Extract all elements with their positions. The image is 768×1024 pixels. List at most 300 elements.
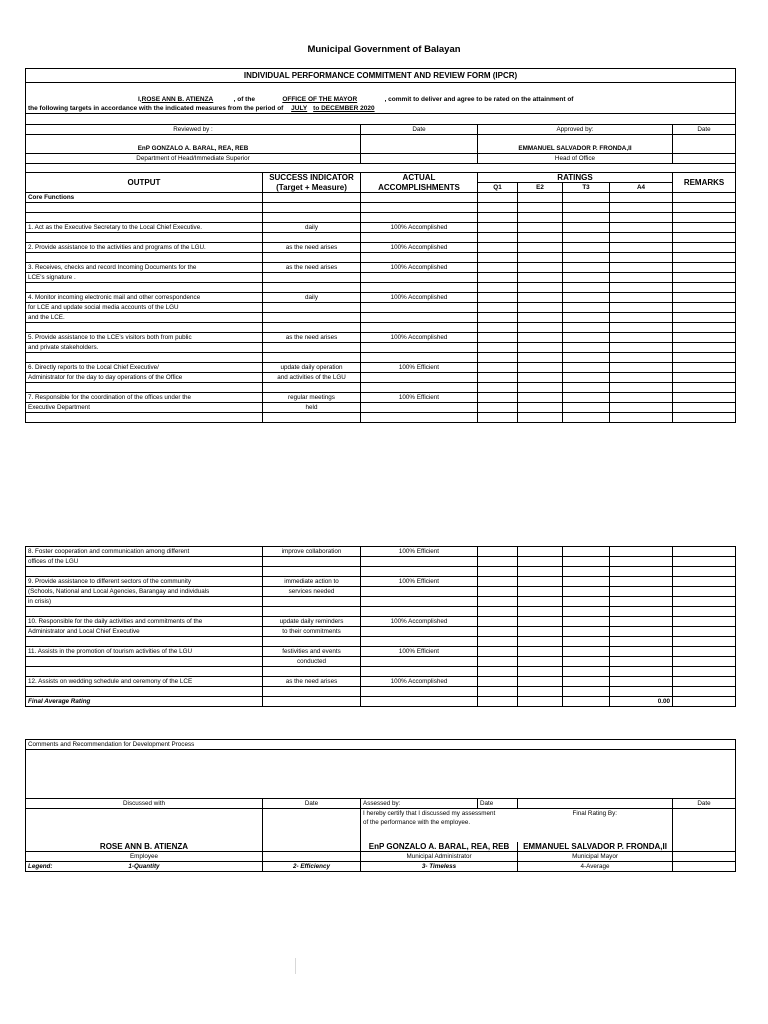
employee-role: Employee <box>26 852 263 862</box>
table-cell <box>361 383 478 393</box>
table-cell <box>263 283 361 293</box>
table-cell <box>361 597 478 607</box>
table-cell <box>673 677 736 687</box>
table-cell <box>673 697 736 707</box>
table-cell <box>263 697 361 707</box>
table-cell <box>563 677 610 687</box>
table-cell <box>518 253 563 263</box>
table-cell <box>673 213 736 223</box>
table-cell <box>361 657 478 667</box>
output-text: offices of the LGU <box>26 557 263 567</box>
table-cell <box>610 607 673 617</box>
accomplishment-cell: 100% Efficient <box>361 577 478 587</box>
table-cell <box>610 233 673 243</box>
table-cell <box>610 647 673 657</box>
ipcr-main-table <box>25 68 736 423</box>
table-cell <box>26 818 263 842</box>
table-cell <box>263 557 361 567</box>
spacer-row <box>26 323 736 333</box>
accomplishment-cell: 100% Accomplished <box>361 677 478 687</box>
table-cell <box>478 253 518 263</box>
table-cell <box>26 213 263 223</box>
spacer-row <box>26 667 736 677</box>
table-cell <box>518 203 563 213</box>
final-average-label: Final Average Rating <box>26 697 263 707</box>
comments-area <box>26 750 736 799</box>
table-cell <box>518 413 563 423</box>
success-indicator-cell: improve collaboration <box>263 547 361 557</box>
table-cell <box>478 293 518 303</box>
certify-line-1: I hereby certify that I discussed my assessment <box>361 809 518 819</box>
table-cell <box>673 273 736 283</box>
table-cell <box>478 283 518 293</box>
table-row <box>26 587 736 597</box>
table-cell <box>361 343 478 353</box>
actual-accomplishments-header: ACTUAL <box>361 173 478 183</box>
table-cell <box>563 587 610 597</box>
table-cell <box>361 283 478 293</box>
ipcr-continued-table <box>25 546 736 707</box>
table-cell <box>518 313 563 323</box>
table-cell <box>610 587 673 597</box>
table-cell <box>518 637 563 647</box>
final-average-row <box>26 697 736 707</box>
success-indicator-cell: to their commitments <box>263 627 361 637</box>
table-cell <box>518 343 563 353</box>
table-cell <box>518 213 563 223</box>
output-text: 6. Directly reports to the Local Chief Executive/ <box>26 363 263 373</box>
table-cell <box>26 135 361 145</box>
table-cell <box>263 413 361 423</box>
table-cell <box>478 667 518 677</box>
accomplishment-cell: 100% Efficient <box>361 547 478 557</box>
table-cell <box>610 567 673 577</box>
date-label: Date <box>361 125 478 135</box>
table-cell <box>263 607 361 617</box>
table-row <box>26 547 736 557</box>
table-cell <box>478 587 518 597</box>
table-cell <box>563 263 610 273</box>
table-cell <box>610 677 673 687</box>
table-cell <box>263 667 361 677</box>
table-cell <box>478 557 518 567</box>
table-cell <box>610 667 673 677</box>
approved-by-label: Approved by: <box>478 125 673 135</box>
table-cell <box>610 413 673 423</box>
table-cell <box>673 223 736 233</box>
table-cell <box>518 293 563 303</box>
table-cell <box>478 403 518 413</box>
table-cell <box>563 547 610 557</box>
table-cell <box>361 413 478 423</box>
table-cell <box>361 273 478 283</box>
table-cell <box>610 343 673 353</box>
table-cell <box>361 687 478 697</box>
table-cell <box>361 627 478 637</box>
table-cell <box>361 253 478 263</box>
success-indicator-cell: and activities of the LGU <box>263 373 361 383</box>
table-cell <box>673 403 736 413</box>
table-cell <box>518 263 563 273</box>
table-cell <box>361 193 478 203</box>
output-text: LCE's signature . <box>26 273 263 283</box>
table-cell <box>610 557 673 567</box>
output-text: (Schools, National and Local Agencies, Barangay and individuals <box>26 587 263 597</box>
table-cell <box>263 203 361 213</box>
reviewer-title: Department of Head/Immediate Superior <box>26 154 361 164</box>
table-cell <box>478 135 673 145</box>
table-cell <box>478 597 518 607</box>
assessment-footer-table <box>25 739 736 872</box>
assessor-name: EnP GONZALO A. BARAL, REA, REB <box>361 842 518 852</box>
table-cell <box>673 363 736 373</box>
table-cell <box>673 243 736 253</box>
table-cell <box>563 697 610 707</box>
table-cell <box>478 273 518 283</box>
date-label: Date <box>478 799 518 809</box>
success-indicator-header: SUCCESS INDICATOR <box>263 173 361 183</box>
table-cell <box>263 213 361 223</box>
table-cell <box>673 233 736 243</box>
success-indicator-cell: update daily operation <box>263 363 361 373</box>
output-text: 4. Monitor incoming electronic mail and other correspondence <box>26 293 263 303</box>
table-cell <box>26 233 263 243</box>
table-cell <box>26 114 736 125</box>
table-cell <box>673 353 736 363</box>
spacer-row <box>26 383 736 393</box>
table-cell <box>361 154 478 164</box>
table-cell <box>518 283 563 293</box>
spacer-row <box>26 413 736 423</box>
spacer-row <box>26 567 736 577</box>
table-cell <box>673 383 736 393</box>
output-text: 7. Responsible for the coordination of the offices under the <box>26 393 263 403</box>
period-from: JULY <box>291 105 308 112</box>
spacer-row <box>26 213 736 223</box>
table-cell <box>361 303 478 313</box>
table-row <box>26 677 736 687</box>
table-row <box>26 557 736 567</box>
table-cell <box>263 343 361 353</box>
ratings-header: RATINGS <box>478 173 673 183</box>
table-cell <box>610 293 673 303</box>
table-cell <box>673 547 736 557</box>
table-cell <box>610 313 673 323</box>
table-cell <box>478 333 518 343</box>
certify-line-2: of the performance with the employee. <box>361 818 518 842</box>
office-name-inline: OFFICE OF THE MAYOR <box>282 96 358 103</box>
table-cell <box>610 283 673 293</box>
table-cell <box>478 323 518 333</box>
output-text: in crisis) <box>26 597 263 607</box>
table-cell <box>518 577 563 587</box>
table-cell <box>673 577 736 587</box>
table-cell <box>518 383 563 393</box>
table-cell <box>610 373 673 383</box>
discussed-with-label: Discussed with <box>26 799 263 809</box>
table-row <box>26 273 736 283</box>
table-cell <box>478 353 518 363</box>
table-cell <box>610 657 673 667</box>
table-cell <box>610 547 673 557</box>
table-cell <box>478 373 518 383</box>
table-cell <box>26 567 263 577</box>
table-cell <box>563 413 610 423</box>
table-cell <box>26 164 736 173</box>
success-indicator-cell: conducted <box>263 657 361 667</box>
scan-mark <box>295 958 296 974</box>
output-text: 10. Responsible for the daily activities and commitments of the <box>26 617 263 627</box>
table-cell <box>673 667 736 677</box>
table-cell <box>563 283 610 293</box>
table-cell <box>518 607 563 617</box>
accomplishment-cell: 100% Accomplished <box>361 243 478 253</box>
accomplishment-cell: 100% Accomplished <box>361 617 478 627</box>
table-row <box>26 657 736 667</box>
table-cell <box>518 627 563 637</box>
table-cell <box>478 617 518 627</box>
output-text: Executive Department <box>26 403 263 413</box>
table-cell <box>563 657 610 667</box>
commitment-line-1: I,ROSE ANN B. ATIENZA , of the OFFICE OF THE MAYOR , commit to deliver and agree to be rated on the attainment of <box>26 95 736 104</box>
table-cell <box>26 283 263 293</box>
table-cell <box>673 135 736 145</box>
table-cell <box>563 687 610 697</box>
table-cell <box>563 223 610 233</box>
table-cell <box>563 637 610 647</box>
date-label: Date <box>673 799 736 809</box>
table-row <box>26 313 736 323</box>
table-cell <box>26 809 263 819</box>
table-cell <box>26 667 263 677</box>
table-cell <box>478 393 518 403</box>
assessed-by-label: Assessed by: <box>361 799 478 809</box>
spacer-row <box>26 687 736 697</box>
accomplishment-cell: 100% Accomplished <box>361 293 478 303</box>
table-cell <box>26 253 263 263</box>
table-cell <box>361 213 478 223</box>
approver-name: EMMANUEL SALVADOR P. FRONDA,II <box>478 144 673 154</box>
table-cell <box>518 697 563 707</box>
table-cell <box>478 607 518 617</box>
table-cell <box>563 373 610 383</box>
table-cell <box>478 233 518 243</box>
table-row <box>26 263 736 273</box>
table-row <box>26 293 736 303</box>
table-cell <box>563 577 610 587</box>
table-cell <box>610 323 673 333</box>
table-cell <box>563 203 610 213</box>
output-text: 1. Act as the Executive Secretary to the Local Chief Executive. <box>26 223 263 233</box>
table-cell <box>478 303 518 313</box>
table-cell <box>610 243 673 253</box>
table-cell <box>518 323 563 333</box>
table-cell <box>518 587 563 597</box>
table-cell <box>673 852 736 862</box>
table-cell <box>361 667 478 677</box>
actual-accomplishments-subheader: ACCOMPLISHMENTS <box>361 183 478 193</box>
table-cell <box>673 657 736 667</box>
table-cell <box>518 333 563 343</box>
table-cell <box>673 333 736 343</box>
form-title: INDIVIDUAL PERFORMANCE COMMITMENT AND REVIEW FORM (IPCR) <box>26 69 736 83</box>
table-cell <box>263 303 361 313</box>
table-cell <box>263 193 361 203</box>
spacer-row <box>26 353 736 363</box>
table-cell <box>478 627 518 637</box>
table-row <box>26 343 736 353</box>
table-cell <box>673 647 736 657</box>
table-cell <box>673 627 736 637</box>
table-cell <box>518 547 563 557</box>
table-cell <box>563 303 610 313</box>
output-text: Administrator for the day to day operations of the Office <box>26 373 263 383</box>
table-row <box>26 303 736 313</box>
table-cell <box>361 144 478 154</box>
table-cell <box>263 233 361 243</box>
spacer-row <box>26 203 736 213</box>
table-cell <box>263 253 361 263</box>
output-text: Administrator and Local Chief Executive <box>26 627 263 637</box>
table-cell <box>361 353 478 363</box>
table-cell <box>263 353 361 363</box>
table-cell <box>673 293 736 303</box>
table-cell <box>518 243 563 253</box>
table-cell <box>610 627 673 637</box>
table-cell <box>563 567 610 577</box>
spacer-row <box>26 607 736 617</box>
date-label: Date <box>673 125 736 135</box>
table-cell <box>610 363 673 373</box>
table-cell <box>478 647 518 657</box>
table-cell <box>673 263 736 273</box>
spacer-row <box>26 637 736 647</box>
table-cell <box>518 403 563 413</box>
reviewer-name: EnP GONZALO A. BARAL, REA, REB <box>26 144 361 154</box>
table-cell <box>610 223 673 233</box>
spacer-row <box>26 233 736 243</box>
comments-label: Comments and Recommendation for Development Process <box>26 740 736 750</box>
accomplishment-cell: 100% Accomplished <box>361 263 478 273</box>
table-cell <box>610 273 673 283</box>
table-cell <box>361 323 478 333</box>
table-cell <box>263 809 361 852</box>
success-indicator-cell: daily <box>263 293 361 303</box>
table-cell <box>563 363 610 373</box>
table-cell <box>518 303 563 313</box>
table-cell <box>563 597 610 607</box>
page-title: Municipal Government of Balayan <box>307 44 461 55</box>
rating-q1-header: Q1 <box>478 183 518 193</box>
table-cell <box>673 637 736 647</box>
date-label: Date <box>263 799 361 809</box>
table-cell <box>563 557 610 567</box>
table-cell <box>263 323 361 333</box>
table-cell <box>478 547 518 557</box>
table-cell <box>478 193 518 203</box>
table-cell <box>26 413 263 423</box>
table-cell <box>563 313 610 323</box>
table-cell <box>518 818 673 842</box>
accomplishment-cell: 100% Efficient <box>361 647 478 657</box>
table-cell <box>563 403 610 413</box>
table-cell <box>673 303 736 313</box>
table-row <box>26 393 736 403</box>
table-cell <box>673 283 736 293</box>
rating-e2-header: E2 <box>518 183 563 193</box>
table-cell <box>478 697 518 707</box>
core-functions-row <box>26 193 736 203</box>
table-cell <box>518 273 563 283</box>
output-text: and private stakeholders. <box>26 343 263 353</box>
table-cell <box>263 597 361 607</box>
employee-name-inline: ROSE ANN B. ATIENZA <box>141 96 214 103</box>
table-cell <box>518 799 673 809</box>
table-cell <box>361 203 478 213</box>
table-cell <box>563 353 610 363</box>
table-cell <box>563 667 610 677</box>
table-cell <box>26 203 263 213</box>
table-row <box>26 627 736 637</box>
employee-name: ROSE ANN B. ATIENZA <box>26 842 263 852</box>
table-row <box>26 373 736 383</box>
table-cell <box>673 862 736 872</box>
table-cell <box>478 313 518 323</box>
success-indicator-cell: as the need arises <box>263 333 361 343</box>
table-cell <box>263 852 361 862</box>
table-cell <box>518 393 563 403</box>
table-cell <box>673 607 736 617</box>
table-cell <box>563 253 610 263</box>
table-cell <box>26 323 263 333</box>
success-indicator-cell: as the need arises <box>263 263 361 273</box>
success-indicator-subheader: (Target + Measure) <box>263 183 361 193</box>
success-indicator-cell: immediate action to <box>263 577 361 587</box>
table-cell <box>673 323 736 333</box>
table-cell <box>563 647 610 657</box>
table-row <box>26 333 736 343</box>
table-row <box>26 597 736 607</box>
table-cell <box>361 373 478 383</box>
table-cell <box>610 263 673 273</box>
table-cell <box>673 343 736 353</box>
accomplishment-cell: 100% Efficient <box>361 393 478 403</box>
output-text: 2. Provide assistance to the activities and programs of the LGU. <box>26 243 263 253</box>
legend-average: 4-Average <box>518 862 673 872</box>
table-cell <box>673 687 736 697</box>
table-cell <box>26 607 263 617</box>
table-cell <box>610 203 673 213</box>
output-text: 12. Assists on wedding schedule and ceremony of the LCE <box>26 677 263 687</box>
table-cell <box>673 413 736 423</box>
output-text: 8. Foster cooperation and communication among different <box>26 547 263 557</box>
table-cell <box>673 193 736 203</box>
accomplishment-cell: 100% Efficient <box>361 363 478 373</box>
table-cell <box>518 647 563 657</box>
table-cell <box>563 323 610 333</box>
table-cell <box>563 213 610 223</box>
table-cell <box>518 233 563 243</box>
table-cell <box>361 697 478 707</box>
table-cell <box>673 253 736 263</box>
spacer-row <box>26 253 736 263</box>
table-cell <box>518 597 563 607</box>
table-cell <box>673 809 736 852</box>
table-cell <box>610 617 673 627</box>
table-cell <box>673 393 736 403</box>
final-average-value: 0.00 <box>610 697 673 707</box>
table-row <box>26 403 736 413</box>
